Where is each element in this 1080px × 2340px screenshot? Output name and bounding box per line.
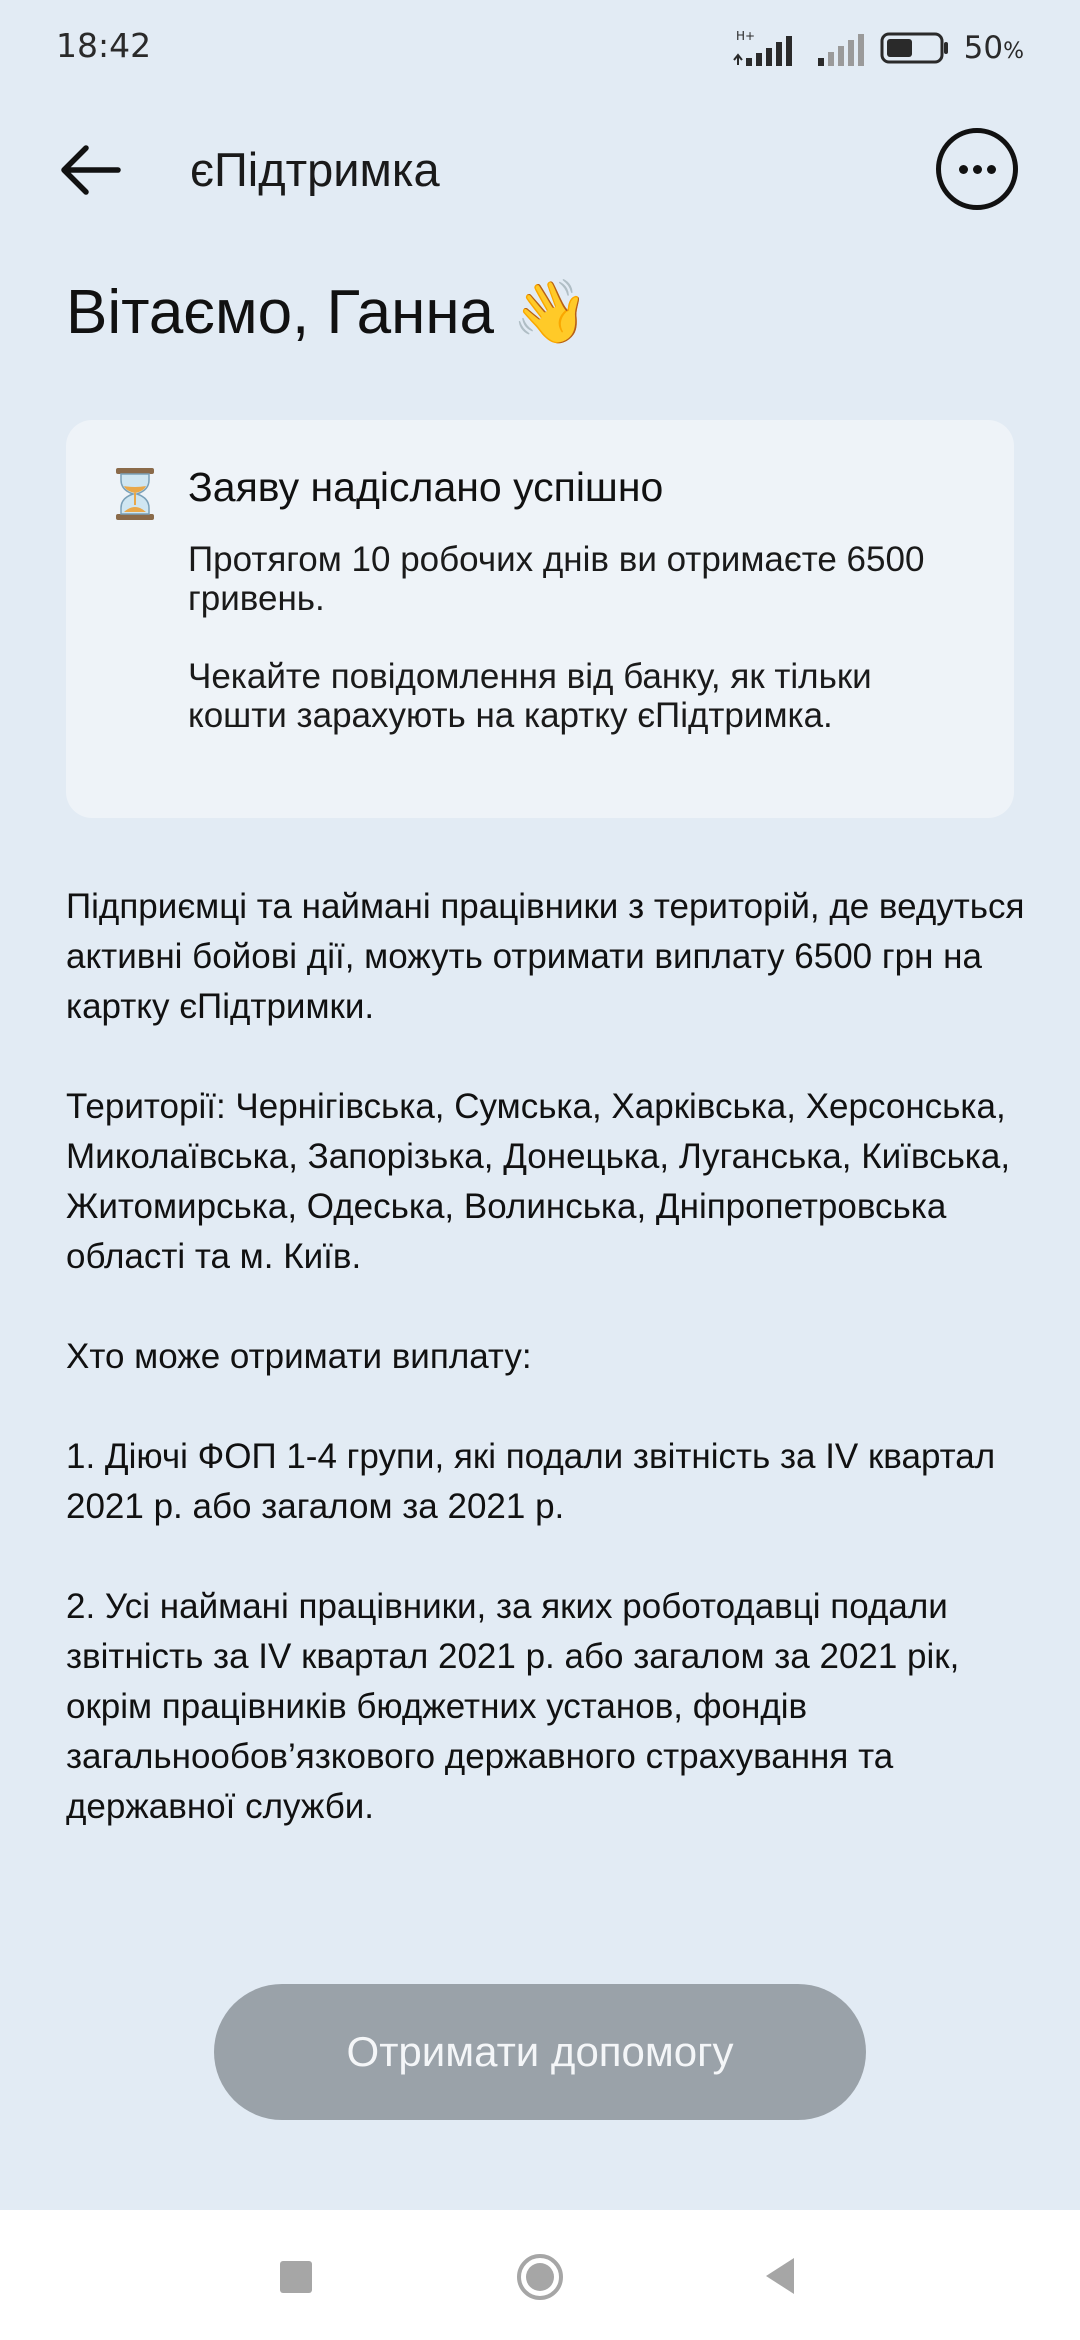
- greeting-text: Вітаємо, Ганна: [66, 278, 495, 347]
- info-intro-paragraph: Підприємці та наймані працівники з територій, де ведуться активні бойові дії, можуть отримати виплату 6500 грн на картку єПідтримки.: [66, 887, 1025, 1026]
- notice-message-amount: Протягом 10 робочих днів ви отримаєте 6500 гривень.: [188, 540, 925, 618]
- back-triangle-icon[interactable]: [762, 2256, 798, 2296]
- system-navigation-bar: [0, 2210, 1080, 2340]
- info-eligibility-item-2: 2. Усі наймані працівники, за яких роботодавці подали звітність за IV квартал 2021 р. або загалом за 2021 рік, окрім працівників бюджетних установ, фондів загальнообов’язкового державного страхування та державної служби.: [66, 1587, 960, 1826]
- info-territories-paragraph: Території: Чернігівська, Сумська, Харківська, Херсонська, Миколаївська, Запорізька, Донецька, Луганська, Київська, Житомирська, Одеська, Волинська, Дніпропетровська області та м. Київ.: [66, 1087, 1011, 1276]
- home-circle-icon[interactable]: [515, 2252, 565, 2302]
- battery-percent-sign: %: [1003, 39, 1024, 64]
- info-eligibility-item-1: 1. Діючі ФОП 1-4 групи, які подали звітність за IV квартал 2021 р. або загалом за 2021 р.: [66, 1437, 996, 1526]
- success-notice-card: [66, 420, 1014, 818]
- arrow-left-icon: [56, 138, 126, 202]
- get-help-button[interactable]: Отримати допомогу: [214, 1984, 866, 2120]
- notice-message-bank: Чекайте повідомлення від банку, як тільки кошти зарахують на картку єПідтримка.: [188, 657, 872, 735]
- more-horizontal-icon: [959, 165, 968, 174]
- battery-percent-value: 50: [963, 30, 1004, 66]
- recents-square-icon[interactable]: [280, 2261, 312, 2293]
- back-button[interactable]: [56, 138, 136, 202]
- notice-title: Заяву надіслано успішно: [188, 464, 664, 510]
- status-bar: [0, 0, 1080, 96]
- status-time: 18:42: [56, 26, 152, 65]
- more-dot: [973, 165, 982, 174]
- more-options-button[interactable]: [936, 128, 1018, 210]
- more-dot: [987, 165, 996, 174]
- info-who-title: Хто може отримати виплату:: [66, 1337, 532, 1376]
- battery-icon: [880, 28, 950, 68]
- signal-h-plus-icon: [732, 28, 802, 68]
- app-bar: [0, 120, 1080, 220]
- status-icons: [732, 28, 1024, 68]
- waving-hand-icon: 👋: [512, 278, 590, 347]
- network-type-label: H+: [735, 29, 755, 43]
- battery-percent: [964, 30, 1024, 66]
- signal-icon: [816, 28, 866, 68]
- hourglass-icon: [110, 466, 160, 522]
- app-title: єПідтримка: [190, 143, 440, 196]
- greeting-heading: [66, 276, 589, 349]
